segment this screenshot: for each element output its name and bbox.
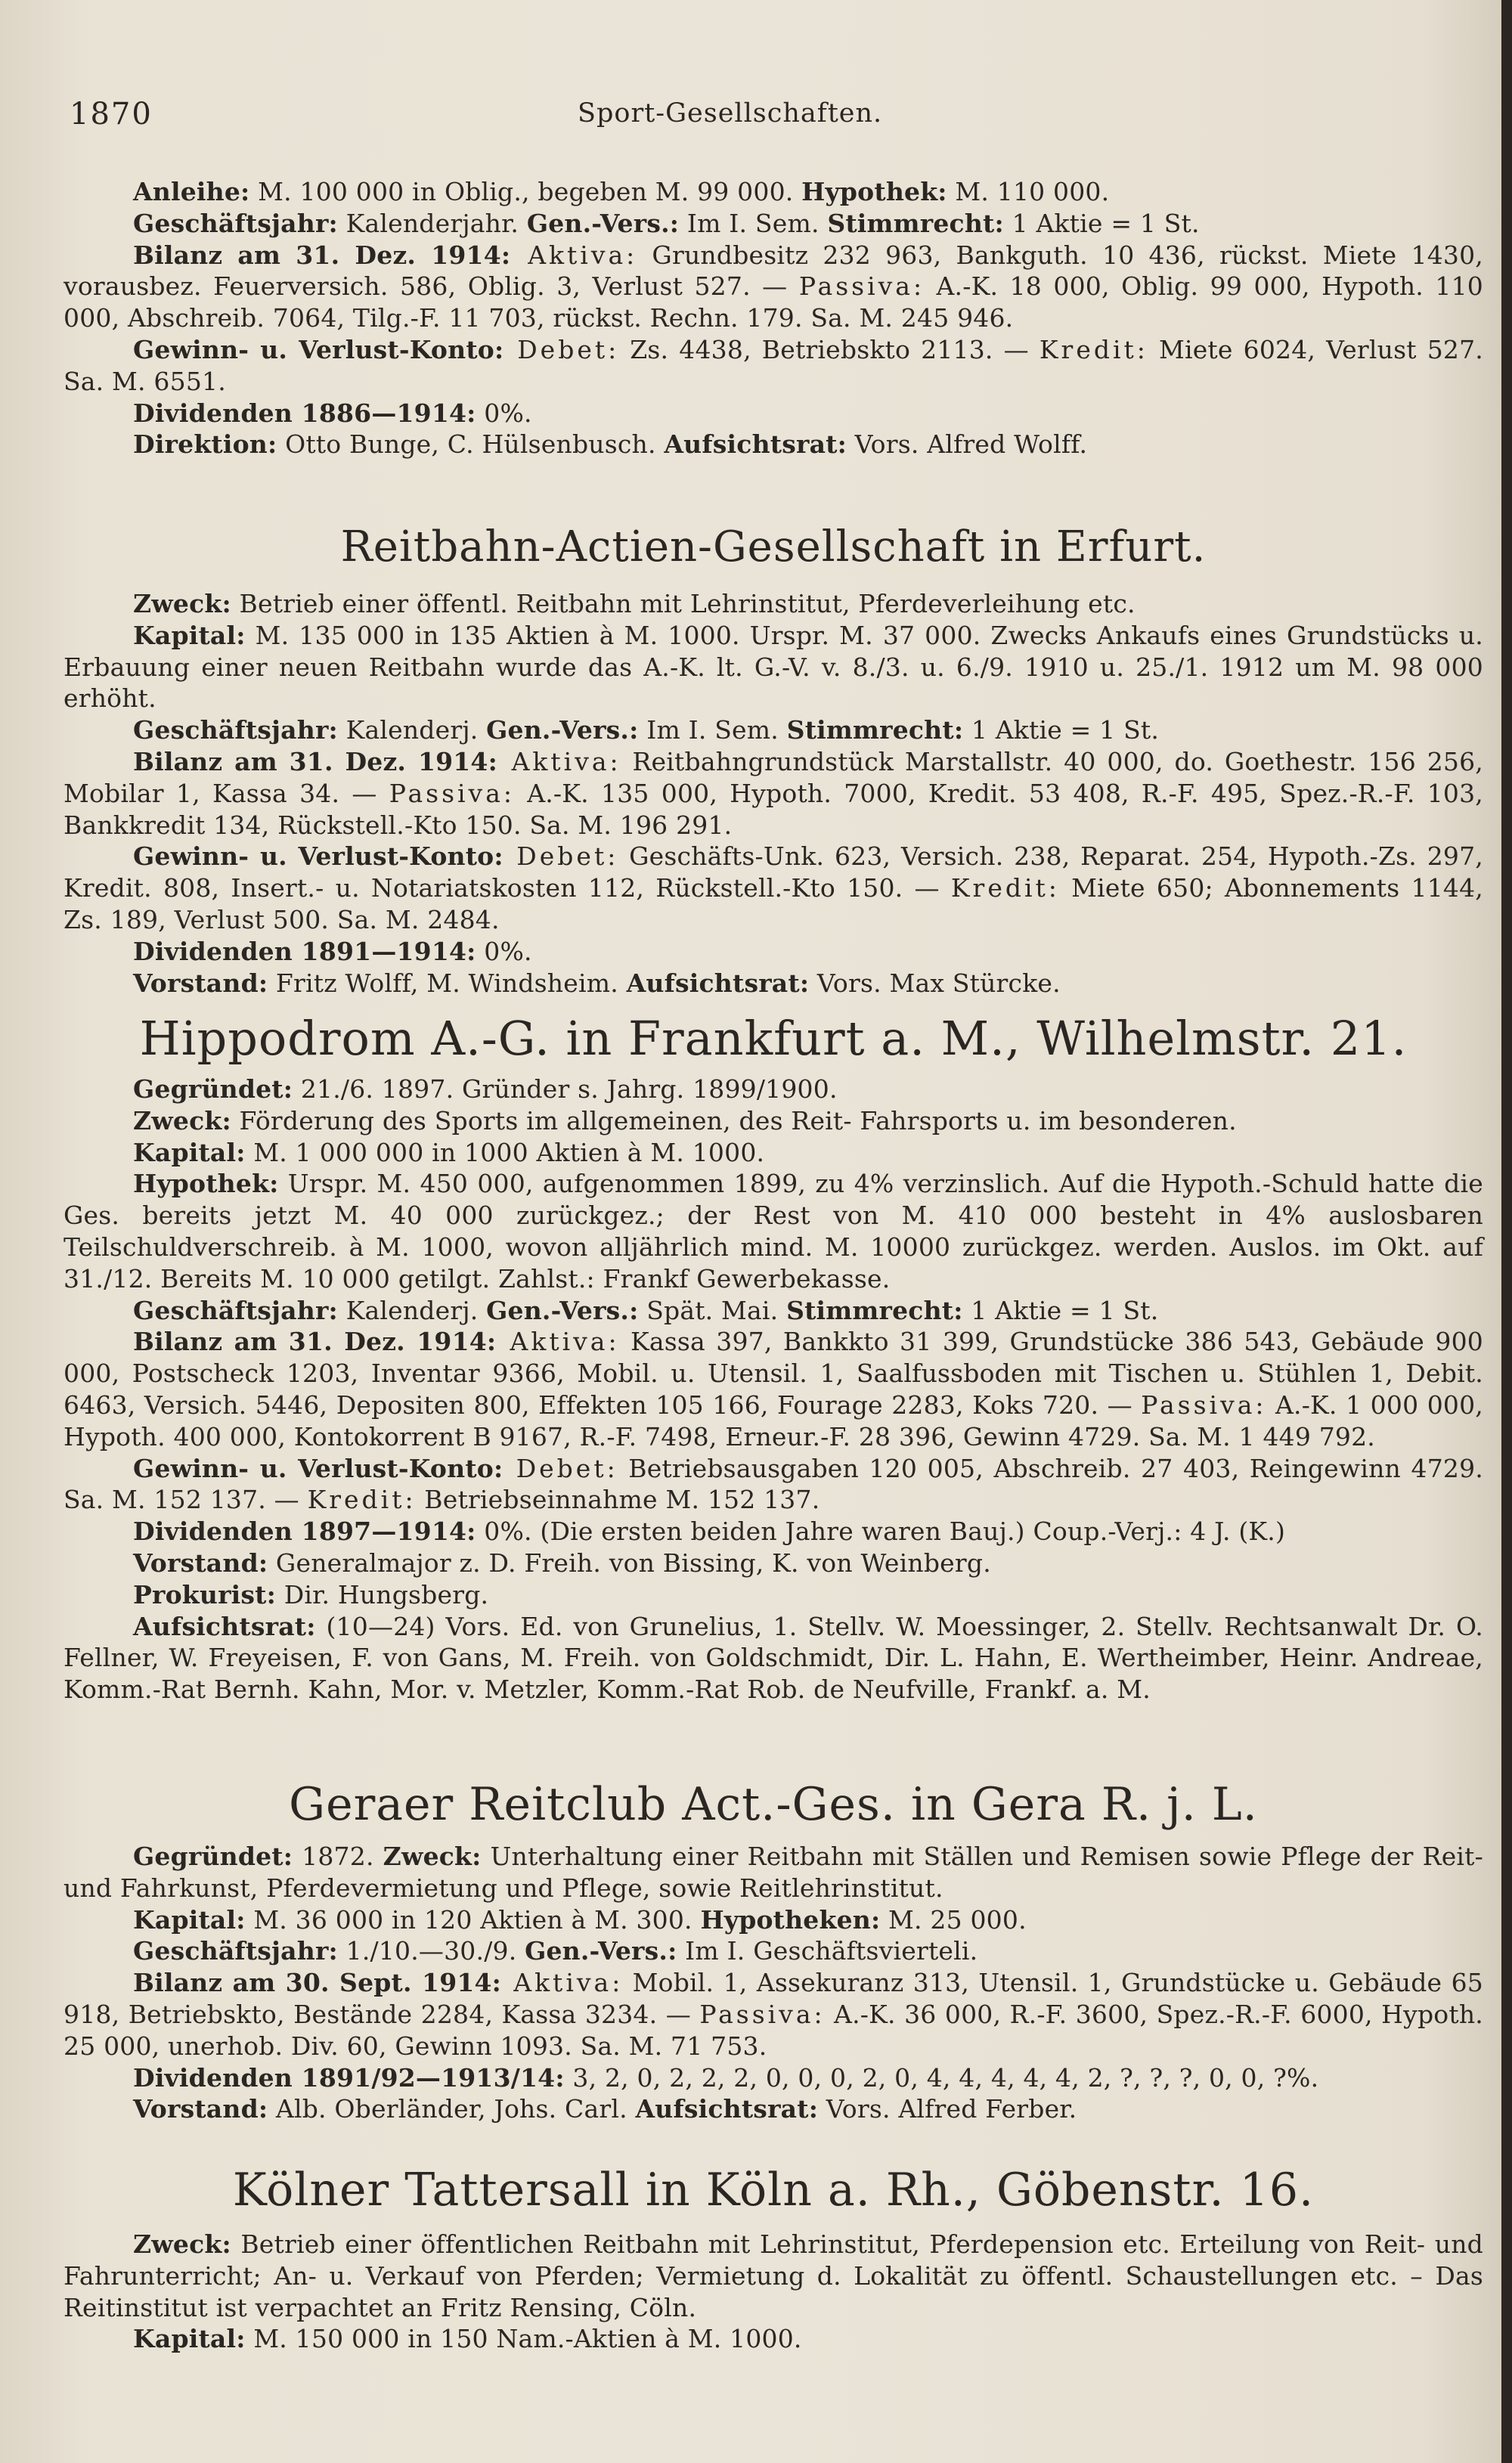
supervisory-board-paragraph: Aufsichtsrat: (10—24) Vors. Ed. von Grunelius, 1. Stellv. W. Moessinger, 2. Stellv. Rechtsanwalt Dr. O. Fellner, W. Freyeisen, F. von Gans, M. Freih. von Goldschmidt, Dir. L. Hahn, E. Wertheimber, Heinr. Andreae, Komm.-Rat Bernh. Kahn, Mor. v. Metzler, Komm.-Rat Rob. de Neufville, Frankf. a. M.: [64, 1611, 1483, 1705]
board-line: Vorstand: Fritz Wolff, M. Windsheim. Aufsichtsrat: Vors. Max Stürcke.: [133, 968, 1061, 998]
balance-paragraph: Bilanz am 31. Dez. 1914: Aktiva: Reitbahngrundstück Marstallstr. 40 000, do. Goethestr. 156 256, Mobilar 1, Kassa 34. — Passiva: A.-K. 135 000, Hypoth. 7000, Kredit. 53 408, R.-F. 495, Spez.-R.-F. 103, Bankkredit 134, Rückstell.-Kto 150. Sa. M. 196 291.: [64, 746, 1483, 840]
page-number: 1870: [70, 97, 153, 132]
page-edge-shadow: [1501, 0, 1512, 2463]
founded-purpose-paragraph: Gegründet: 1872. Zweck: Unterhaltung einer Reitbahn mit Ställen und Remisen sowie Pflege der Reit- und Fahrkunst, Pferdevermietung und Pflege, sowie Reitlehrinstitut.: [64, 1842, 1483, 1903]
board-line: Vorstand: Generalmajor z. D. Freih. von Bissing, K. von Weinberg.: [133, 1548, 991, 1578]
running-title: Sport-Gesellschaften.: [578, 98, 883, 129]
founded-line: Gegründet: 21./6. 1897. Gründer s. Jahrg. 1899/1900.: [133, 1074, 838, 1104]
capital-line: Kapital: M. 36 000 in 120 Aktien à M. 300. Hypotheken: M. 25 000.: [133, 1904, 1027, 1935]
balance-paragraph: Bilanz am 31. Dez. 1914: Aktiva: Kassa 397, Bankkto 31 399, Grundstücke 386 543, Gebäude 900 000, Postscheck 1203, Inventar 9366, Mobil. u. Utensil. 1, Saalfussboden mit Tischen u. Stühlen 1, Debit. 6463, Versich. 5446, Depositen 800, Effekten 105 166, Fourage 2283, Koks 720. — Passiva: A.-K. 1 000 000, Hypoth. 400 000, Kontokorrent B 9167, R.-F. 7498, Erneur.-F. 28 396, Gewinn 4729. Sa. M. 1 449 792.: [64, 1327, 1483, 1451]
fiscal-year-line: Geschäftsjahr: Kalenderjahr. Gen.-Vers.: Im I. Sem. Stimmrecht: 1 Aktie = 1 St.: [133, 208, 1200, 238]
purpose-line: Zweck: Förderung des Sports im allgemeinen, des Reit- Fahrsports u. im besonderen.: [133, 1105, 1237, 1135]
mortgage-paragraph: Hypothek: Urspr. M. 450 000, aufgenommen 1899, zu 4% verzinslich. Auf die Hypoth.-Schuld hatte die Ges. bereits jetzt M. 40 000 zurückgez.; der Rest von M. 410 000 besteht in 4% auslosbaren Teilschuldverschreib. à M. 1000, wovon alljährlich mind. M. 10000 zurückgez. werden. Auslos. im Okt. auf 31./12. Bereits M. 10 000 getilgt. Zahlst.: Frankf Gewerbekasse.: [64, 1169, 1483, 1293]
purpose-line: Zweck: Betrieb einer öffentl. Reitbahn mit Lehrinstitut, Pferdeverleihung etc.: [133, 589, 1136, 618]
procurator-line: Prokurist: Dir. Hungsberg.: [133, 1579, 489, 1609]
purpose-paragraph: Zweck: Betrieb einer öffentlichen Reitbahn mit Lehrinstitut, Pferdepension etc. Erteilung von Reit- und Fahrunterricht; An- u. Verkauf von Pferden; Vermietung d. Lokalität zu öffentl. Schaustellungen etc. – Das Reitinstitut ist verpachtet an Fritz Rensing, Cöln.: [64, 2229, 1483, 2322]
profit-loss-paragraph: Gewinn- u. Verlust-Konto: Debet: Betriebsausgaben 120 005, Abschreib. 27 403, Reingewinn 4729. Sa. M. 152 137. — Kredit: Betriebseinnahme M. 152 137.: [64, 1453, 1483, 1515]
company-title-koeln: Kölner Tattersall in Köln a. Rh., Göbenstr. 16.: [232, 2164, 1315, 2217]
profit-loss-paragraph: Gewinn- u. Verlust-Konto: Debet: Zs. 4438, Betriebskto 2113. — Kredit: Miete 6024, Verlust 527. Sa. M. 6551.: [64, 334, 1483, 396]
company-title-gera: Geraer Reitclub Act.-Ges. in Gera R. j. L.: [289, 1778, 1258, 1831]
entry-continued: [64, 176, 1483, 460]
capital-paragraph: Kapital: M. 135 000 in 135 Aktien à M. 1000. Urspr. M. 37 000. Zwecks Ankaufs eines Grundstücks u. Erbauung einer neuen Reitbahn wurde das A.-K. lt. G.-V. v. 8./3. u. 6./9. 1910 u. 25./1. 1912 um M. 98 000 erhöht.: [64, 620, 1483, 714]
board-line: Vorstand: Alb. Oberländer, Johs. Carl. Aufsichtsrat: Vors. Alfred Ferber.: [133, 2094, 1077, 2124]
fiscal-year-line: Geschäftsjahr: Kalenderj. Gen.-Vers.: Im I. Sem. Stimmrecht: 1 Aktie = 1 St.: [133, 715, 1160, 745]
dividends-line: Dividenden 1886—1914: 0%.: [133, 398, 532, 428]
dividends-line: Dividenden 1891/92—1913/14: 3, 2, 0, 2, 2, 2, 0, 0, 0, 2, 0, 4, 4, 4, 4, 4, 2, ?, ?, ?, 0, 0, ?%.: [133, 2062, 1319, 2093]
entry-koeln: [64, 2229, 1483, 2355]
fiscal-year-line: Geschäftsjahr: 1./10.—30./9. Gen.-Vers.: Im I. Geschäftsvierteli.: [133, 1936, 978, 1966]
company-title-frankfurt: Hippodrom A.-G. in Frankfurt a. M., Wilhelmstr. 21.: [139, 1011, 1408, 1066]
balance-paragraph: Bilanz am 30. Sept. 1914: Aktiva: Mobil. 1, Assekuranz 313, Utensil. 1, Grundstücke u. Gebäude 65 918, Betriebskto, Bestände 2284, Kassa 3234. — Passiva: A.-K. 36 000, R.-F. 3600, Spez.-R.-F. 6000, Hypoth. 25 000, unerhob. Div. 60, Gewinn 1093. Sa. M. 71 753.: [64, 1968, 1483, 2061]
running-head: [70, 97, 1498, 135]
management-line: Direktion: Otto Bunge, C. Hülsenbusch. Aufsichtsrat: Vors. Alfred Wolff.: [133, 429, 1088, 460]
entry-erfurt: [64, 588, 1483, 999]
loan-line: Anleihe: M. 100 000 in Oblig., begeben M. 99 000. Hypothek: M. 110 000.: [133, 177, 1110, 206]
entry-frankfurt: [64, 1073, 1483, 1706]
fiscal-year-line: Geschäftsjahr: Kalenderj. Gen.-Vers.: Spät. Mai. Stimmrecht: 1 Aktie = 1 St.: [133, 1295, 1159, 1325]
capital-line: Kapital: M. 150 000 in 150 Nam.-Aktien à M. 1000.: [133, 2324, 802, 2354]
dividends-line: Dividenden 1891—1914: 0%.: [133, 936, 532, 966]
dividends-line: Dividenden 1897—1914: 0%. (Die ersten beiden Jahre waren Bauj.) Coup.-Verj.: 4 J. (K.): [133, 1517, 1286, 1547]
capital-line: Kapital: M. 1 000 000 in 1000 Aktien à M. 1000.: [133, 1137, 765, 1167]
entry-gera: [64, 1841, 1483, 2125]
company-title-erfurt: Reitbahn-Actien-Gesellschaft in Erfurt.: [340, 522, 1207, 572]
balance-paragraph: Bilanz am 31. Dez. 1914: Aktiva: Grundbesitz 232 963, Bankguth. 10 436, rückst. Miete 1430, vorausbez. Feuerversich. 586, Oblig. 3, Verlust 527. — Passiva: A.-K. 18 000, Oblig. 99 000, Hypoth. 110 000, Abschreib. 7064, Tilg.-F. 11 703, rückst. Rechn. 179. Sa. M. 245 946.: [64, 240, 1483, 333]
profit-loss-paragraph: Gewinn- u. Verlust-Konto: Debet: Geschäfts-Unk. 623, Versich. 238, Reparat. 254, Hypoth.-Zs. 297, Kredit. 808, Insert.- u. Notariatskosten 112, Rückstell.-Kto 150. — Kredit: Miete 650; Abonnements 1144, Zs. 189, Verlust 500. Sa. M. 2484.: [64, 841, 1483, 934]
